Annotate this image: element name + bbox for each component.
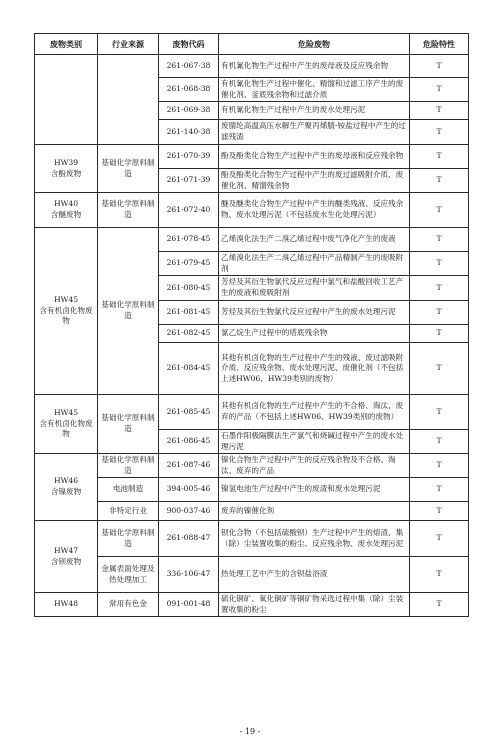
table-header-row <box>35 34 469 55</box>
hazardous-waste-cell: 镍化合物生产过程中产生的反应残余物及不合格、淘汰、废弃的产品 <box>219 454 410 478</box>
waste-code-cell: 261-084-45 <box>159 343 219 395</box>
waste-code-cell: 261-079-45 <box>159 252 219 276</box>
header-hazard-property: 危险特性 <box>410 34 469 55</box>
waste-code-cell: 261-069-38 <box>159 102 219 120</box>
hazardous-waste-cell: 芳烃及其衍生物氯代反应过程中产生的废水处理污泥 <box>219 301 410 325</box>
hazard-property-cell: T <box>410 228 469 252</box>
industry-source-cell: 基础化学原料制造 <box>98 454 159 478</box>
hazardous-waste-cell: 镍氢电池生产过程中产生的废渣和废水处理污泥 <box>219 478 410 502</box>
hazard-property-cell: T <box>410 521 469 557</box>
hazardous-waste-cell: 废弃的镍催化剂 <box>219 502 410 521</box>
hazardous-waste-cell: 酚及酚类化合物生产过程中产生的废母液和反应残余物 <box>219 145 410 169</box>
industry-source-cell: 基础化学原料制造 <box>98 228 159 395</box>
table-row <box>35 478 469 502</box>
hazardous-waste-cell: 有机氰化物生产过程中产生的废水处理污泥 <box>219 102 410 120</box>
hazard-property-cell: T <box>410 169 469 193</box>
hazardous-waste-cell: 硫化铜矿、氧化铜矿等铜矿物采选过程中集（除）尘装置收集的粉尘 <box>219 593 410 617</box>
waste-category-cell: HW45 含有机卤化物废物 <box>35 395 98 454</box>
waste-code-cell: 261-086-45 <box>159 430 219 454</box>
hazardous-waste-cell: 钡化合物（不包括硫酸钡）生产过程中产生的熔渣、集（除）尘装置收集的粉尘、反应残余物、废水处理污泥 <box>219 521 410 557</box>
hazardous-waste-cell: 酚及酚类化合物生产过程中产生的废过滤吸附介质、废催化剂、精馏残余物 <box>219 169 410 193</box>
waste-category-cell: HW46 含镍废物 <box>35 454 98 521</box>
table-row <box>35 557 469 593</box>
waste-code-cell: 261-080-45 <box>159 276 219 301</box>
waste-category-cell: HW47 含钡废物 <box>35 521 98 593</box>
header-hazardous-waste: 危险废物 <box>219 34 410 55</box>
hazard-property-cell: T <box>410 343 469 395</box>
hazard-property-cell: T <box>410 454 469 478</box>
industry-source-cell: 基础化学原料制造 <box>98 395 159 454</box>
industry-source-cell <box>98 55 159 145</box>
hazardous-waste-cell: 其他有机卤化物的生产过程中产生的不合格、淘汰、废弃的产品（不包括上述HW06、HW39类别的废物） <box>219 395 410 430</box>
industry-source-cell: 基础化学原料制造 <box>98 145 159 193</box>
hazardous-waste-cell: 其他有机卤化物的生产过程中产生的残液、废过滤吸附介质、反应残余物、废水处理污泥、废催化剂（不包括上述HW06、HW39类别的废物） <box>219 343 410 395</box>
table-row <box>35 395 469 430</box>
hazardous-waste-cell: 石墨作阳极隔膜法生产氯气和烧碱过程中产生的废水处理污泥 <box>219 430 410 454</box>
table-row <box>35 193 469 228</box>
hazard-property-cell: T <box>410 252 469 276</box>
header-industry-source: 行业来源 <box>98 34 159 55</box>
hazardous-waste-cell: 乙烯溴化法生产二溴乙烯过程中废气净化产生的废液 <box>219 228 410 252</box>
waste-code-cell: 261-067-38 <box>159 55 219 78</box>
table-row <box>35 228 469 252</box>
industry-source-cell: 金属表面处理及热处理加工 <box>98 557 159 593</box>
hazard-property-cell: T <box>410 430 469 454</box>
hazard-property-cell: T <box>410 120 469 145</box>
waste-code-cell: 336-106-47 <box>159 557 219 593</box>
waste-code-cell: 261-068-38 <box>159 78 219 102</box>
waste-category-cell: HW45 含有机卤化物废物 <box>35 228 98 395</box>
hazard-property-cell: T <box>410 593 469 617</box>
hazard-property-cell: T <box>410 78 469 102</box>
table-row <box>35 454 469 478</box>
hazardous-waste-cell: 有机氰化物生产过程中催化、精馏和过滤工序产生的废催化剂、釜底残余物和过滤介质 <box>219 78 410 102</box>
waste-code-cell: 900-037-46 <box>159 502 219 521</box>
table-row <box>35 145 469 169</box>
industry-source-cell: 基础化学原料制造 <box>98 193 159 228</box>
hazardous-waste-cell: 废腈纶高温高压水解生产聚丙烯腈-铵盐过程中产生的过滤残渣 <box>219 120 410 145</box>
page-number: - 19 - <box>239 727 261 736</box>
waste-code-cell: 261-140-38 <box>159 120 219 145</box>
industry-source-cell: 基础化学原料制造 <box>98 521 159 557</box>
hazard-property-cell: T <box>410 276 469 301</box>
table-row <box>35 593 469 617</box>
waste-code-cell: 261-088-47 <box>159 521 219 557</box>
table-body <box>35 55 469 617</box>
waste-code-cell: 261-072-40 <box>159 193 219 228</box>
waste-code-cell: 261-082-45 <box>159 325 219 343</box>
hazardous-waste-cell: 芳烃及其衍生物氯代反应过程中氯气和盐酸回收工艺产生的废液和废吸附剂 <box>219 276 410 301</box>
hazard-property-cell: T <box>410 557 469 593</box>
industry-source-cell: 常用有色金 <box>98 593 159 617</box>
waste-category-cell: HW39 含酚废物 <box>35 145 98 193</box>
hazardous-waste-cell: 乙烯溴化法生产二溴乙烯过程中产品精制产生的废吸附剂 <box>219 252 410 276</box>
table-row <box>35 55 469 78</box>
waste-code-cell: 261-087-46 <box>159 454 219 478</box>
hazard-property-cell: T <box>410 502 469 521</box>
waste-code-cell: 394-005-46 <box>159 478 219 502</box>
hazardous-waste-cell: 热处理工艺中产生的含钡盐浴渣 <box>219 557 410 593</box>
hazard-property-cell: T <box>410 325 469 343</box>
industry-source-cell: 非特定行业 <box>98 502 159 521</box>
hazard-property-cell: T <box>410 102 469 120</box>
waste-category-cell <box>35 55 98 145</box>
waste-code-cell: 261-085-45 <box>159 395 219 430</box>
table-row <box>35 521 469 557</box>
industry-source-cell: 电池制造 <box>98 478 159 502</box>
waste-category-cell: HW48 <box>35 593 98 617</box>
hazard-property-cell: T <box>410 478 469 502</box>
hazardous-waste-cell: 有机氰化物生产过程中产生的废母液及反应残余物 <box>219 55 410 78</box>
waste-code-cell: 261-078-45 <box>159 228 219 252</box>
waste-code-cell: 091-001-48 <box>159 593 219 617</box>
waste-category-cell: HW40 含醚废物 <box>35 193 98 228</box>
table-row <box>35 502 469 521</box>
waste-code-cell: 261-070-39 <box>159 145 219 169</box>
waste-code-cell: 261-081-45 <box>159 301 219 325</box>
hazard-property-cell: T <box>410 55 469 78</box>
hazardous-waste-cell: 醚及醚类化合物生产过程中产生的醚类残液、反应残余物、废水处理污泥（不包括废水生化处理污泥） <box>219 193 410 228</box>
hazardous-waste-table <box>34 33 469 617</box>
header-waste-category: 废物类别 <box>35 34 98 55</box>
hazard-property-cell: T <box>410 395 469 430</box>
hazardous-waste-cell: 氯乙烷生产过程中的塔底残余物 <box>219 325 410 343</box>
hazard-property-cell: T <box>410 193 469 228</box>
waste-code-cell: 261-071-39 <box>159 169 219 193</box>
header-waste-code: 废物代码 <box>159 34 219 55</box>
hazard-property-cell: T <box>410 301 469 325</box>
hazard-property-cell: T <box>410 145 469 169</box>
